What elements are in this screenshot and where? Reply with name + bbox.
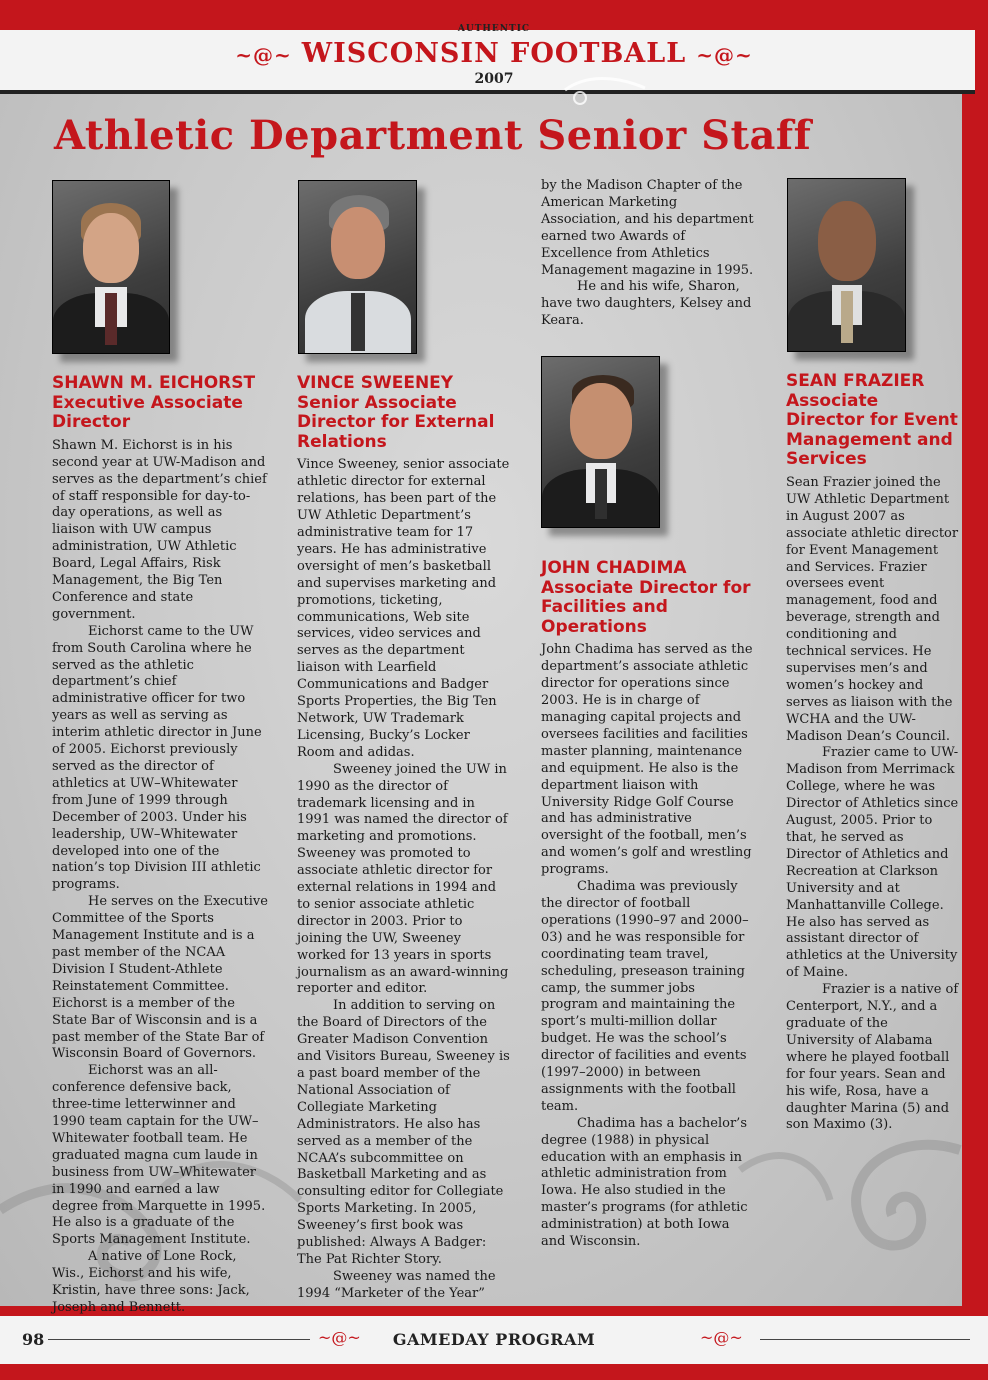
staff-name-heading bbox=[52, 374, 268, 433]
bio-paragraph: Vince Sweeney, senior associate athletic director for external relations, has been part of the UW Athletic Department’s administrative team for 17 years. He has administrative oversight of men’s basketball and supervises marketing and promotions, ticketing, communications, Web site services, video services and serves as the department liaison with Learfield Communications and Badger Sports Properties, the Big Ten Network, UW Trademark Licensing, Bucky’s Locker Room and adidas. bbox=[297, 457, 510, 760]
sweeney-bio bbox=[297, 374, 511, 1303]
eichorst-bio bbox=[52, 374, 268, 1317]
footer-right-ornament-icon: ~@~ bbox=[700, 1328, 743, 1347]
bio-paragraph: In addition to serving on the Board of Directors of the Greater Madison Convention and Visitors Bureau, Sweeney is a past board member of the National Association of Collegiate Marketing Administrators. He also has served as a member of the NCAA’s subcommittee on Basketball Marketing and as consulting editor for Collegiate Sports Marketing. In 2005, Sweeney’s first book was published: Always A Badger: The Pat Richter Story. bbox=[297, 998, 510, 1267]
sweeney-bio-continued bbox=[541, 178, 757, 330]
right-ornament-icon: ~@~ bbox=[696, 43, 753, 67]
page-title: Athletic Department Senior Staff bbox=[54, 112, 812, 159]
staff-title: Associate Director for Event Management and Services bbox=[786, 390, 958, 470]
bio-paragraph: John Chadima has served as the department’s associate athletic director for operations since 2003. He is in charge of managing capital projects and oversees facilities and facilities master planning, maintenance and equipment. He also is the department liaison with University Ridge Golf Course and has administrative oversight of the football, men’s and women’s golf and wrestling programs. bbox=[541, 642, 753, 878]
frazier-bio bbox=[786, 372, 960, 1134]
bio-paragraph: Eichorst was an all-conference defensive back, three-time letterwinner and 1990 team captain for the UW–Whitewater football team. He graduated magna cum laude in business from UW–Whitewater in 1990 and earned a law degree from Marquette in 1995. He also is a graduate of the Sports Management Institute. bbox=[52, 1063, 266, 1248]
staff-title: Senior Associate Director for External Relations bbox=[297, 392, 495, 452]
staff-title: Associate Director for Facilities and Operations bbox=[541, 577, 751, 637]
bio-paragraph: A native of Lone Rock, Wis., Eichorst and his wife, Kristin, have three sons: Jack, Joseph and Bennett. bbox=[52, 1249, 250, 1315]
bio-paragraph: He and his wife, Sharon, have two daughters, Kelsey and Keara. bbox=[541, 279, 752, 329]
staff-name: VINCE SWEENEY bbox=[297, 373, 454, 393]
authentic-label: AUTHENTIC bbox=[457, 24, 531, 34]
bio-paragraph: Sweeney joined the UW in 1990 as the director of trademark licensing and in 1991 was named the director of marketing and promotions. Sweeney was promoted to associate athletic director for external relations in 1994 and to senior associate athletic director in 2003. Prior to joining the UW, Sweeney worked for 13 years in sports journalism as an award-winning reporter and editor. bbox=[297, 761, 509, 997]
staff-name-heading bbox=[297, 374, 511, 452]
bio-paragraph: Frazier is a native of Centerport, N.Y., and a graduate of the University of Alabama where he played football for four years. Sean and his wife, Rosa, have a daughter Marina (5) and son Maximo (3). bbox=[786, 982, 959, 1133]
staff-title: Executive Associate Director bbox=[52, 392, 243, 433]
bio-paragraph: Frazier came to UW-Madison from Merrimack College, where he was Director of Athletics since August, 2005. Prior to that, he served as Director of Athletics and Recreation at Clarkson University and at Manhattanville College. He also has served as assistant director of athletics at the University of Maine. bbox=[786, 745, 959, 981]
bio-paragraph: Sweeney was named the 1994 “Marketer of the Year” bbox=[297, 1268, 496, 1301]
staff-name: SHAWN M. EICHORST bbox=[52, 373, 256, 393]
footer-left-ornament-icon: ~@~ bbox=[318, 1328, 361, 1347]
brand-text: WISCONSIN FOOTBALL bbox=[301, 38, 687, 69]
left-ornament-icon: ~@~ bbox=[235, 43, 292, 67]
brand-title bbox=[0, 38, 988, 69]
staff-name: JOHN CHADIMA bbox=[541, 558, 687, 578]
bio-paragraph: Eichorst came to the UW from South Carolina where he served as the athletic department’s chief administrative officer for two years as well as serving as interim athletic director in June of 2005. Eichorst previously served as the director of athletics at UW–Whitewater from June of 1999 through December of 2003. Under his leadership, UW–Whitewater developed into one of the nation’s top Division III athletic programs. bbox=[52, 623, 262, 893]
season-year: 2007 bbox=[474, 71, 514, 87]
page-number: 98 bbox=[22, 1330, 45, 1349]
eichorst-photo bbox=[52, 180, 170, 354]
footer-title: GAMEDAY PROGRAM bbox=[392, 1330, 596, 1349]
bio-paragraph: Sean Frazier joined the UW Athletic Department in August 2007 as associate athletic director for Event Management and Services. Frazier oversees event management, food and beverage, strength and conditioning and technical services. He supervises men’s and women’s hockey and serves as liaison with the WCHA and the UW-Madison Dean’s Council. bbox=[786, 474, 959, 744]
bio-paragraph: Shawn M. Eichorst is in his second year at UW-Madison and serves as the department’s chief of staff responsible for day-to-day operations, as well as liaison with UW campus administration, UW Athletic Board, Legal Affairs, Risk Management, the Big Ten Conference and state government. bbox=[52, 437, 267, 622]
sweeney-photo bbox=[298, 180, 417, 354]
bio-paragraph: Chadima was previously the director of football operations (1990–97 and 2000–03) and he was responsible for coordinating team travel, scheduling, preseason training camp, the summer jobs program and maintaining the sport’s multi-million dollar budget. He was the school’s director of facilities and events (1997–2000) in between assignments with the football team. bbox=[541, 879, 749, 1114]
chadima-photo bbox=[541, 356, 660, 528]
frazier-photo bbox=[787, 178, 906, 352]
staff-name-heading bbox=[541, 559, 753, 637]
bio-paragraph: Chadima has a bachelor’s degree (1988) in physical education with an emphasis in athletic administration from Iowa. He also studied in the master’s programs (for athletic administration) at both Iowa and Wisconsin. bbox=[541, 1115, 748, 1250]
staff-name: SEAN FRAZIER bbox=[786, 371, 925, 391]
bio-paragraph: He serves on the Executive Committee of the Sports Management Institute and is a past member of the NCAA Division I Student-Athlete Reinstatement Committee. Eichorst is a member of the State Bar of Wisconsin and is a past member of the State Bar of Wisconsin Board of Governors. bbox=[52, 894, 268, 1062]
staff-name-heading bbox=[786, 372, 960, 470]
chadima-bio bbox=[541, 559, 753, 1251]
bio-paragraph: by the Madison Chapter of the American Marketing Association, and his department earned two Awards of Excellence from Athletics Management magazine in 1995. bbox=[541, 178, 754, 278]
